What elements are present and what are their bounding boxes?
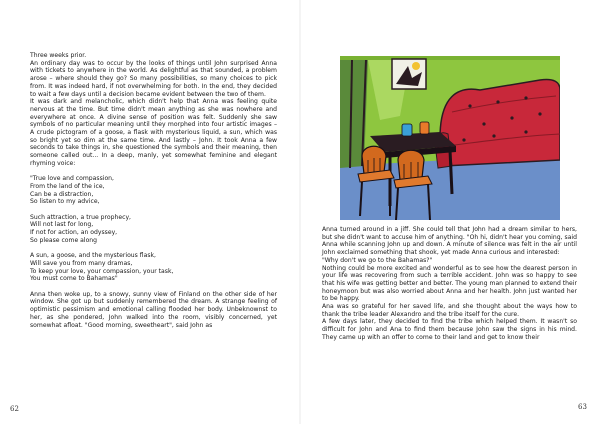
verse-line: Will not last for long, — [30, 221, 94, 229]
verse-line: You must come to Bahamas" — [30, 275, 118, 283]
verse-line: To keep your love, your compassion, your task, — [30, 267, 174, 275]
verse-line: If not for action, an odyssey, — [30, 229, 118, 237]
right-page-text — [322, 226, 577, 342]
verse-line: Such attraction, a true prophecy, — [30, 213, 131, 221]
paragraph: "Why don't we go to the Bahamas?" — [322, 256, 433, 264]
paragraph: Ana was so grateful for her saved life, and she thought about the ways how to thank the tribe leader Alexandro and the tribe itself for the cure. — [322, 303, 577, 318]
verse-line: Can be a distraction, — [30, 190, 94, 198]
verse-stanza-1 — [30, 175, 277, 206]
verse-line: A sun, a goose, and the mysterious flask, — [30, 252, 156, 260]
left-page-text — [30, 52, 277, 329]
verse-stanza-3 — [30, 252, 277, 283]
verse-line: Will save you from many dramas, — [30, 259, 133, 267]
verse-line: From the land of the ice, — [30, 182, 105, 190]
paragraph: A few days later, they decided to find the tribe which helped them. It wasn't so difficult for John and Ana to find them because John saw the signs in his mind. They came up with an offer to come to their land and get to know their — [322, 318, 577, 341]
verse-line: So listen to my advice, — [30, 198, 100, 206]
paragraph: Anna then woke up, to a snowy, sunny view of Finland on the other side of her window. She got up but suddenly remembered the dream. A strange feeling of optimistic pessimism and emotional calling flooded her body. Unbeknownst to her, as she pondered, John walked into the room, visibly concerned, yet somewhat afloat. "Good morning, sweetheart", said John as — [30, 290, 277, 329]
paragraph: It was dark and melancholic, which didn't help that Anna was feeling quite nervous at the time. But time didn't mean anything as she was nowhere and everywhere at once. A divine sense of position was felt. Suddenly she saw symbols of no particular meaning until they morphed into four artistic images – A crude pictogram of a goose, a flask with mysterious liquid, a sun, which was so bright yet so dim at the same time. And lastly – John. It took Anna a few seconds to take things in, she questioned the symbols and their meaning, then someone called out... In a deep, manly, yet somewhat feminine and elegant rhyming voice: — [30, 98, 277, 167]
right-page — [300, 0, 600, 424]
paragraph: Nothing could be more excited and wonderful as to see how the dearest person in your life was recovering from such a terrible accident. John was so happy to see that his wife was getting better and better. The young man planned to extend their honeymoon but was also worried about Anna and her health. John just wanted her to be happy. — [322, 264, 577, 303]
paragraph: An ordinary day was to occur by the looks of things until John surprised Anna with tickets to anywhere in the world. As delightful as that sounded, a problem arose – where should they go? So many possibilities, so many choices to pick from. It was indeed hard, if not overwhelming for both. In the end, they decided to wait a few days until a decision became evident between the two of them. — [30, 59, 277, 98]
page-number-left: 62 — [10, 405, 19, 413]
paragraph: Anna turned around in a jiff. She could tell that John had a dream similar to hers, but she didn't want to accuse him of anything. "Oh hi, didn't hear you coming, said Anna while scanning John up and down. A minute of silence was felt in the air until John exclaimed something that shook, yet made Anna curious and interested: — [322, 226, 577, 257]
paragraph: Three weeks prior. — [30, 52, 87, 59]
verse-line: "True love and compassion, — [30, 175, 114, 183]
verse-line: So please come along — [30, 236, 98, 244]
page-number-right: 63 — [578, 403, 587, 411]
verse-stanza-2 — [30, 214, 277, 245]
room-with-sofa-table-chairs-illustration — [340, 56, 560, 220]
